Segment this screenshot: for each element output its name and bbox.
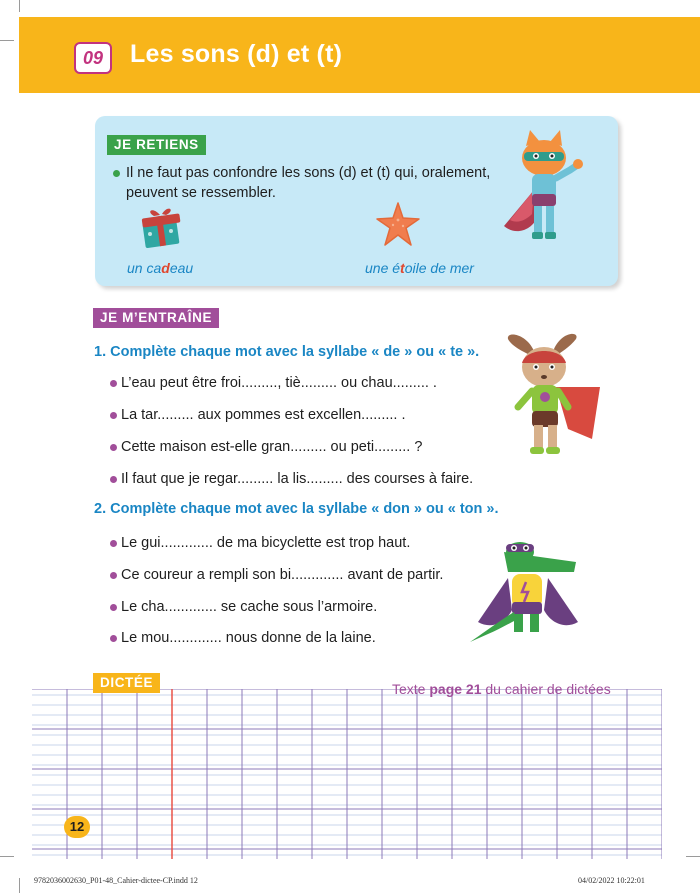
print-slug-file: 9782036002630_P01-48_Cahier-dictee-CP.indd 12 bbox=[34, 876, 198, 885]
exercise-item: Le mou............. nous donne de la laine. bbox=[121, 630, 376, 646]
starfish-icon bbox=[373, 200, 423, 250]
exercise-2-instruction: 2. Complète chaque mot avec la syllabe « don » ou « ton ». bbox=[94, 501, 499, 517]
rabbit-superhero-illustration bbox=[496, 327, 604, 467]
list-bullet bbox=[110, 572, 117, 579]
rule-bullet bbox=[113, 170, 120, 177]
gift-box-icon bbox=[138, 204, 186, 250]
je-mentraine-label: JE M’ENTRAÎNE bbox=[93, 308, 219, 328]
exercise-item: La tar......... aux pommes est excellen......... . bbox=[121, 407, 406, 423]
list-bullet bbox=[110, 604, 117, 611]
crop-mark bbox=[686, 856, 700, 857]
list-bullet bbox=[110, 540, 117, 547]
example-cadeau: un cadeau bbox=[127, 260, 194, 276]
exercise-1-instruction: 1. Complète chaque mot avec la syllabe « de » ou « te ». bbox=[94, 344, 480, 360]
example-etoile-de-mer: une étoile de mer bbox=[365, 260, 474, 276]
page-title: Les sons (d) et (t) bbox=[130, 40, 343, 68]
exercise-item: Le cha............. se cache sous l’armoire. bbox=[121, 599, 378, 615]
crop-mark bbox=[0, 856, 14, 857]
page-number: 12 bbox=[64, 816, 90, 838]
crop-mark bbox=[19, 0, 20, 12]
list-bullet bbox=[110, 476, 117, 483]
exercise-item: Le gui............. de ma bicyclette est trop haut. bbox=[121, 535, 411, 551]
je-retiens-label: JE RETIENS bbox=[107, 135, 206, 155]
crop-mark bbox=[0, 40, 14, 41]
print-slug-date: 04/02/2022 10:22:01 bbox=[578, 876, 645, 885]
dictee-label: DICTÉE bbox=[93, 673, 160, 693]
list-bullet bbox=[110, 635, 117, 642]
rule-text: Il ne faut pas confondre les sons (d) et (t) qui, oralement, peuvent se ressembler. bbox=[126, 165, 491, 201]
exercise-item: Ce coureur a rempli son bi............. avant de partir. bbox=[121, 567, 444, 583]
exercise-item: Cette maison est-elle gran......... ou peti......... ? bbox=[121, 439, 423, 455]
exercise-item: L’eau peut être froi........., tiè......... ou chau......... . bbox=[121, 375, 437, 391]
header-band bbox=[19, 17, 700, 93]
lesson-number-badge: 09 bbox=[74, 42, 112, 74]
dictee-writing-grid bbox=[32, 689, 662, 859]
list-bullet bbox=[110, 412, 117, 419]
crop-mark bbox=[19, 878, 20, 893]
cat-superhero-illustration bbox=[496, 128, 602, 252]
dictee-reference: Texte page 21 du cahier de dictées bbox=[392, 681, 611, 697]
list-bullet bbox=[110, 444, 117, 451]
list-bullet bbox=[110, 380, 117, 387]
exercise-item: Il faut que je regar......... la lis......... des courses à faire. bbox=[121, 471, 474, 487]
crocodile-superhero-illustration bbox=[468, 538, 588, 650]
